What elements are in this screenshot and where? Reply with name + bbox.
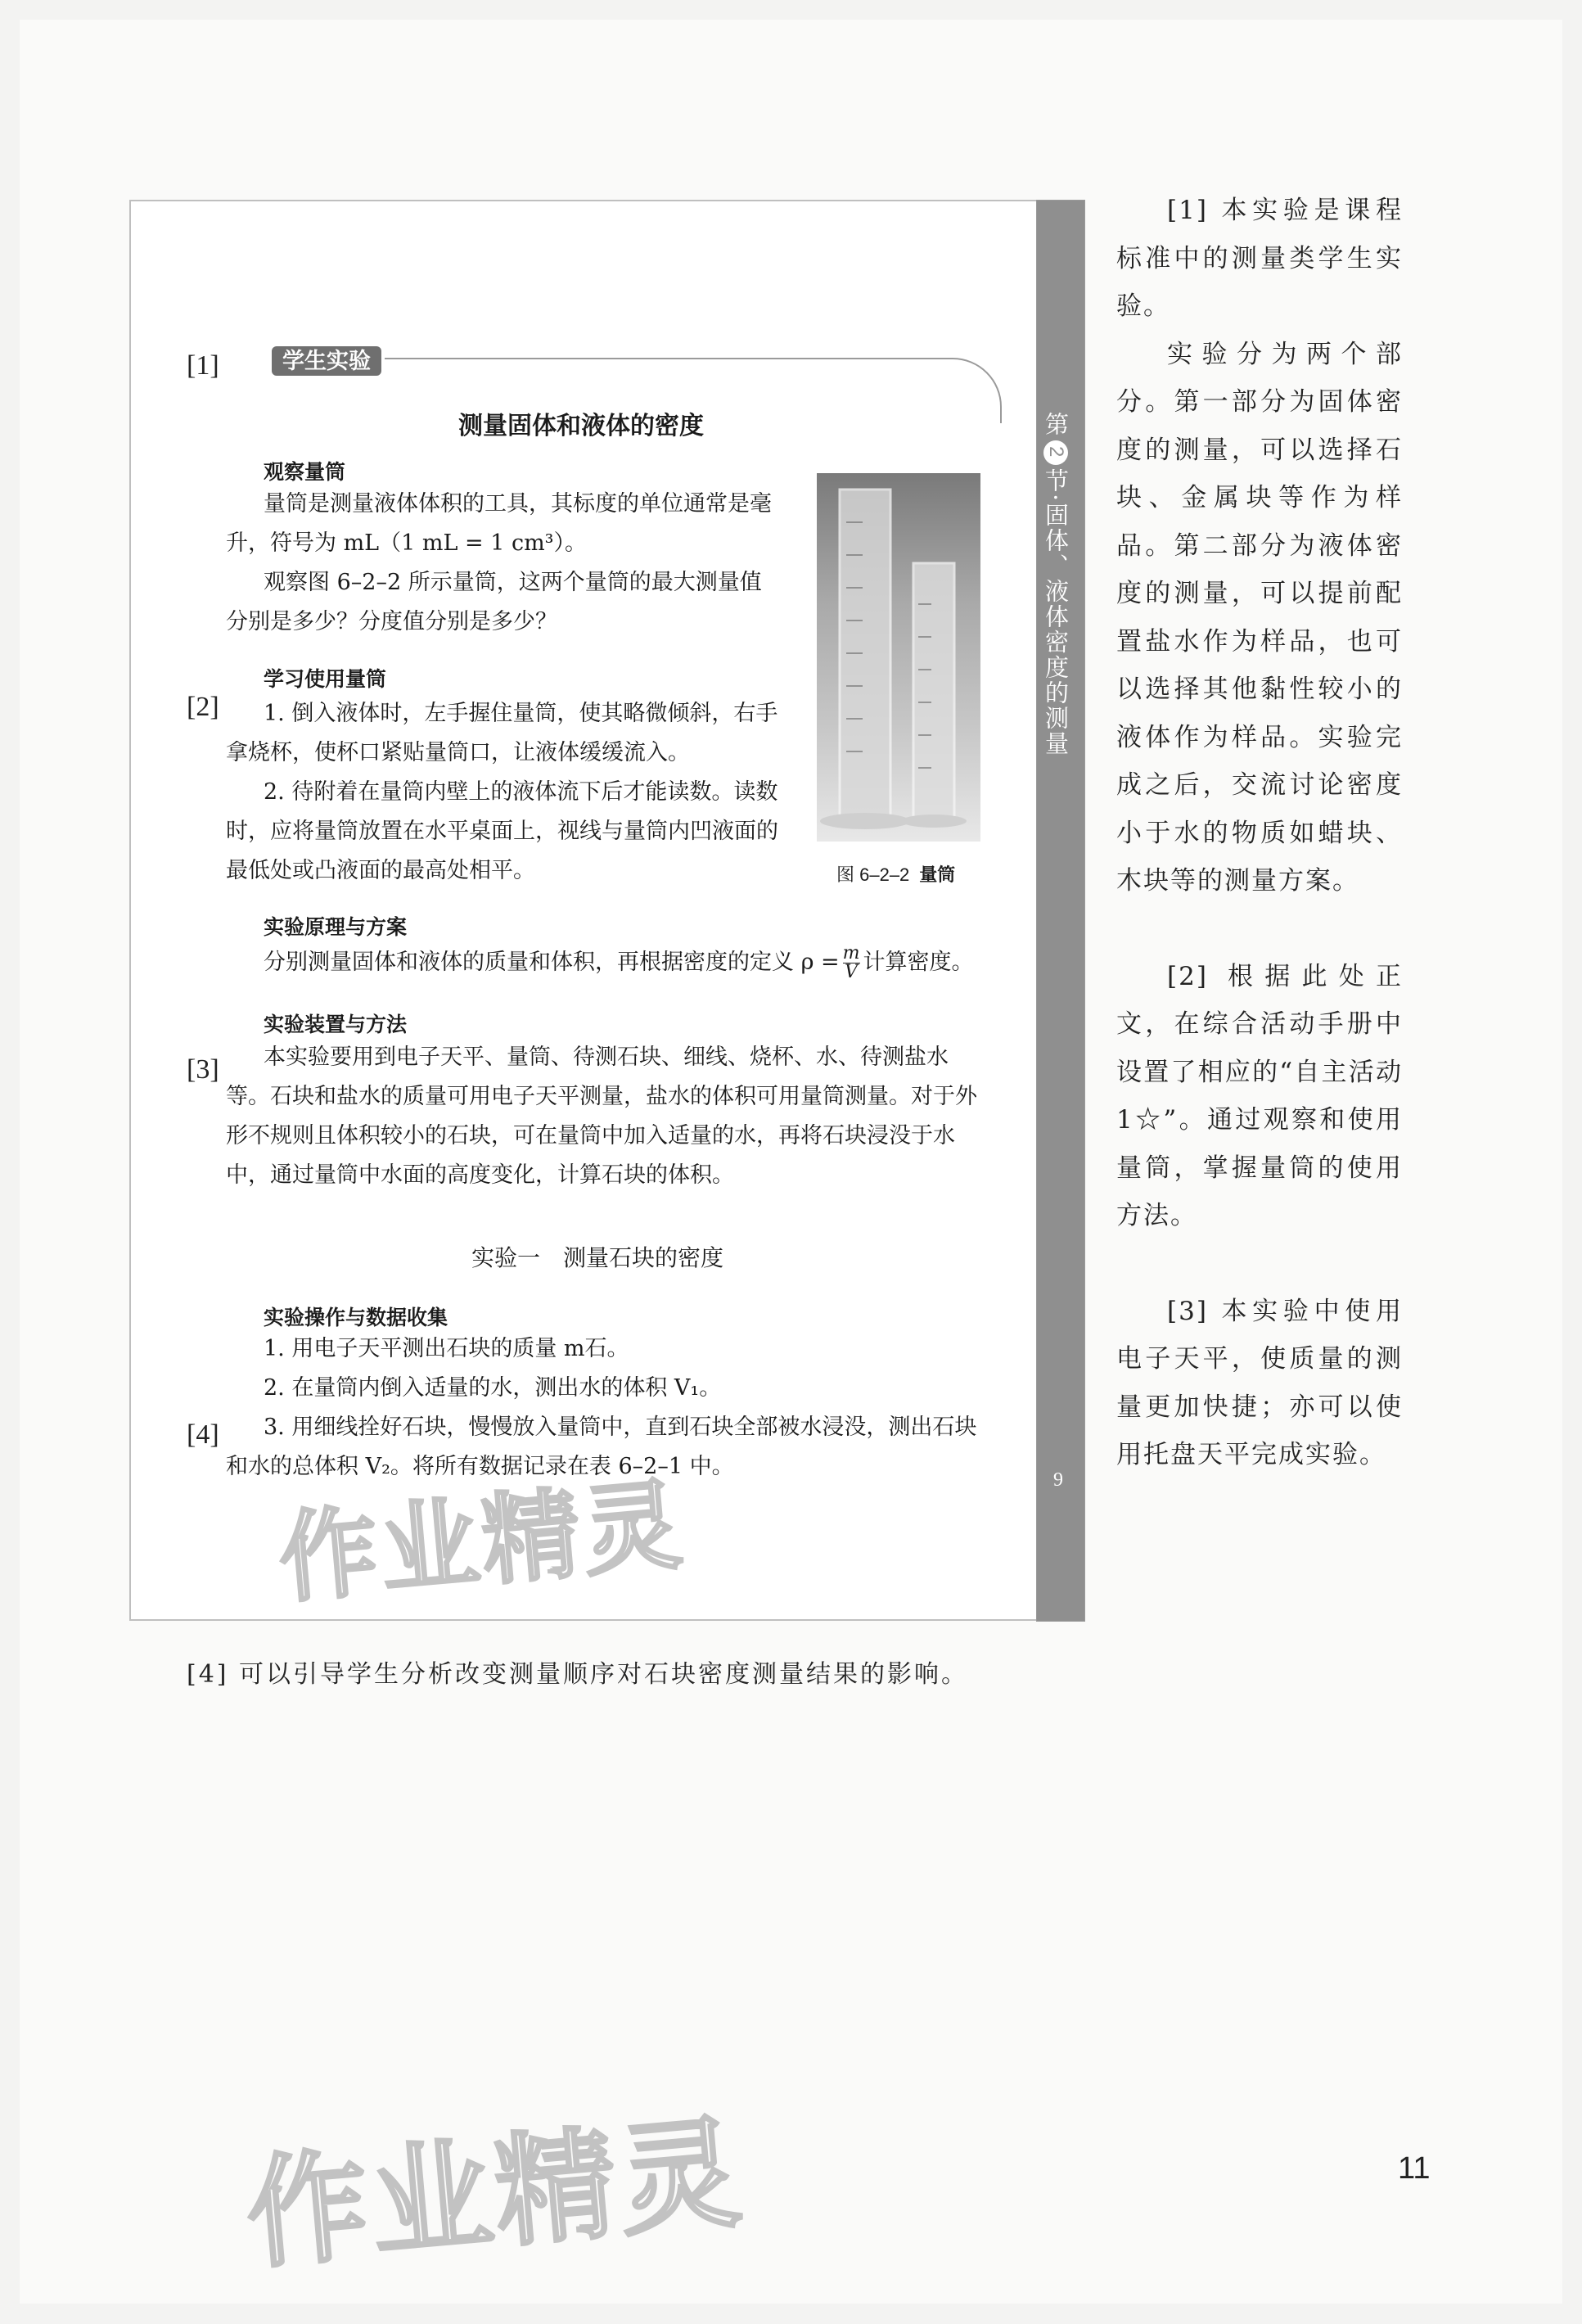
marker-3: [3]: [187, 1054, 219, 1085]
procedure-step-1: 1. 用电子天平测出石块的质量 m石。: [264, 1336, 629, 1361]
note-3: [3] 本实验中使用电子天平，使质量的测量更加快捷；亦可以使用托盘天平完成实验。: [1116, 1296, 1403, 1469]
apparatus-text: 本实验要用到电子天平、量筒、待测石块、细线、烧杯、水、待测盐水等。石块和盐水的质量可用电子天平测量，盐水的体积可用量筒测量。对于外形不规则且体积较小的石块，可在量筒中加入适量的水，再将石块浸没于水中，通过量筒中水面的高度变化，计算石块的体积。: [226, 1045, 977, 1188]
marker-1: [1]: [187, 350, 219, 381]
principle-text: 分别测量固体和液体的质量和体积，再根据密度的定义 ρ = $\frac{m}{V}$ 计算密度。: [264, 943, 974, 982]
note-1a: [1] 本实验是课程标准中的测量类学生实验。: [1116, 196, 1403, 321]
page-number: 11: [1398, 2151, 1431, 2186]
note-2: [2] 根据此处正文，在综合活动手册中设置了相应的“自主活动 1☆”。通过观察和使用量筒，掌握量筒的使用方法。: [1116, 961, 1403, 1230]
section-vertical-title: 第2节·固体、液体密度的测量: [1042, 412, 1070, 757]
procedure-step-3: 3. 用细线拴好石块，慢慢放入量筒中，直到石块全部被水浸没，测出石块和水的总体积 V₂。将所有数据记录在表 6–2–1 中。: [226, 1415, 977, 1479]
experiment-one-title: 实验一 测量石块的密度: [471, 1245, 724, 1270]
observe-paragraph-1: 量筒是测量液体体积的工具，其标度的单位通常是毫升，符号为 mL（1 mL = 1 cm³）。: [226, 491, 772, 556]
watermark-top: 作业精灵: [274, 1469, 689, 1615]
learn-heading: 学习使用量筒: [264, 668, 387, 691]
learn-text: [226, 694, 782, 891]
apparatus-heading: 实验装置与方法: [264, 1013, 408, 1036]
chapter-side-strip: [1036, 200, 1085, 1622]
observe-heading: 观察量筒: [264, 461, 346, 484]
teacher-notes-column: [1116, 187, 1403, 1479]
density-formula: $\frac{m}{V}$: [842, 943, 860, 982]
learn-step-1: 1. 倒入液体时，左手握住量筒，使其略微倾斜，右手拿烧杯，使杯口紧贴量筒口，让液体缓缓流入。: [226, 701, 778, 765]
observe-text: [226, 485, 782, 642]
marker-4: [4]: [187, 1419, 219, 1450]
procedure-step-2: 2. 在量筒内倒入适量的水，测出水的体积 V₁。: [264, 1375, 722, 1401]
note-4: [4] 可以引导学生分析改变测量顺序对石块密度测量结果的影响。: [187, 1660, 969, 1689]
section-number-badge: 2: [1043, 440, 1068, 465]
graduated-cylinder-photo: [817, 473, 980, 842]
principle-heading: 实验原理与方案: [264, 916, 408, 939]
graduated-cylinders-icon: [817, 473, 980, 842]
marker-2: [2]: [187, 692, 219, 722]
figure-caption: 图 6–2–2 量筒: [836, 864, 956, 885]
watermark-bottom: 作业精灵: [241, 2105, 750, 2284]
learn-step-2: 2. 待附着在量筒内壁上的液体流下后才能读数。读数时，应将量筒放置在水平桌面上，视线与量筒内凹液面的最低处或凸液面的最高处相平。: [226, 779, 778, 883]
note-1b: 实验分为两个部分。第一部分为固体密度的测量，可以选择石块、金属块等作为样品。第二部分为液体密度的测量，可以提前配置盐水作为样品，也可以选择其他黏性较小的液体作为样品。实验完成之后，交流讨论密度小于水的物质如蜡块、木块等的测量方案。: [1116, 339, 1403, 896]
experiment-title: 测量固体和液体的密度: [458, 413, 704, 440]
inner-page-number: 9: [1053, 1469, 1063, 1491]
student-experiment-badge: 学生实验: [272, 346, 381, 376]
observe-paragraph-2: 观察图 6–2–2 所示量筒，这两个量筒的最大测量值分别是多少？分度值分别是多少？: [226, 570, 762, 634]
procedure-heading: 实验操作与数据收集: [264, 1306, 448, 1329]
